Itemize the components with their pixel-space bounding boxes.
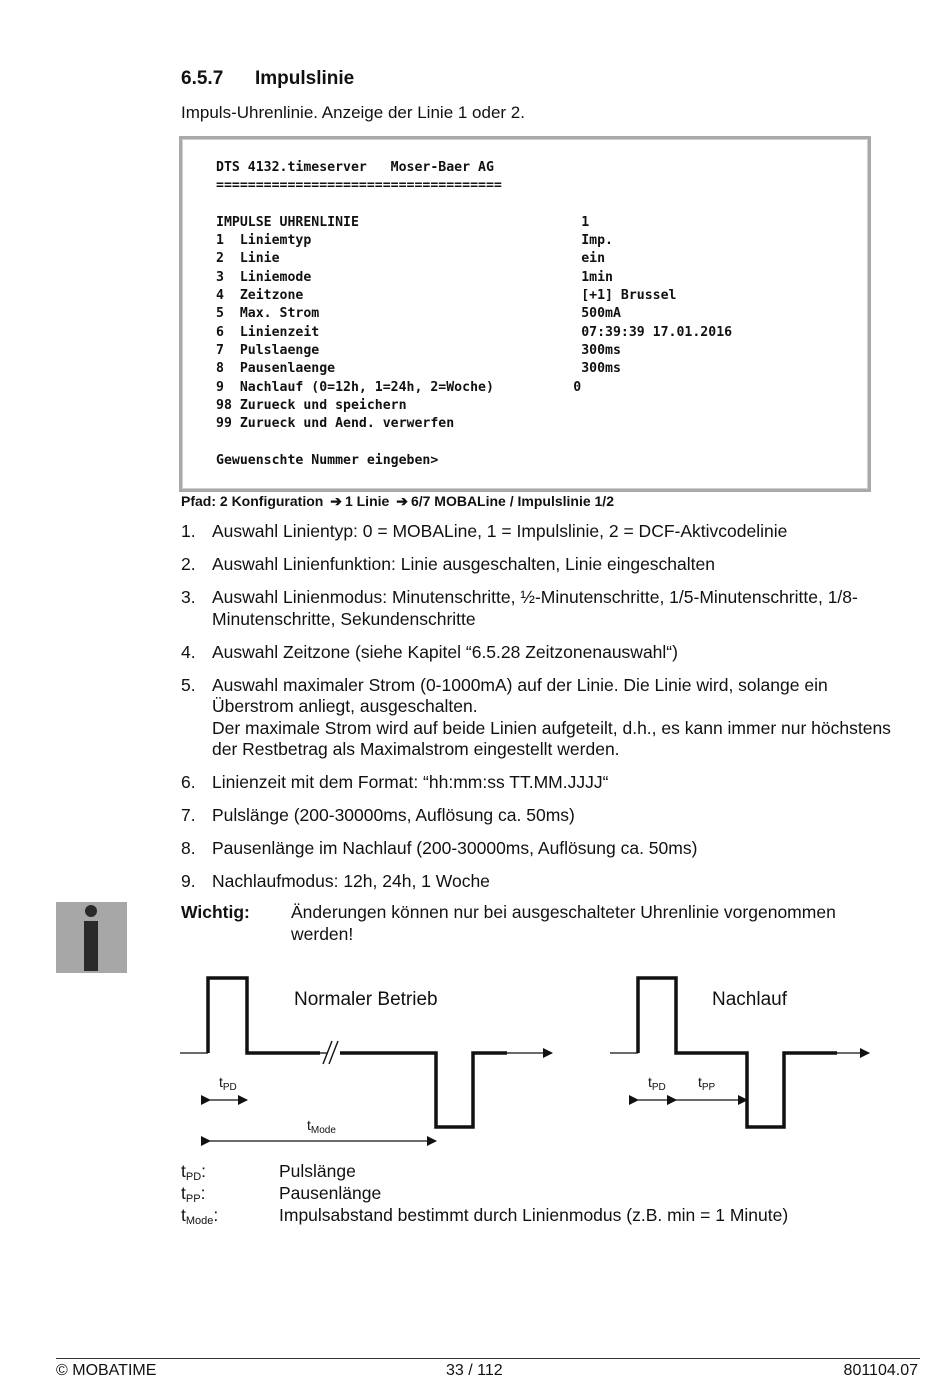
legend-row: $t_{Mode}$: Impulsabstand bestimmt durch Linienmodus (z.B. min = 1 Minute) xyxy=(181,1205,789,1227)
normal-waveform xyxy=(180,978,552,1141)
list-item: 2. Auswahl Linienfunktion: Linie ausgeschalten, Linie eingeschalten xyxy=(181,554,715,574)
timing-diagram xyxy=(170,965,880,1155)
section-title: Impulslinie xyxy=(255,68,355,89)
section-intro: Impuls-Uhrenlinie. Anzeige der Linie 1 oder 2. xyxy=(181,103,525,122)
list-item: 1. Auswahl Linientyp: 0 = MOBALine, 1 = Impulslinie, 2 = DCF-Aktivcodelinie xyxy=(181,521,788,541)
tpd-label: $t_{PD}$ xyxy=(219,1074,237,1093)
section-heading xyxy=(181,68,354,90)
arrow-right-icon: ➔ xyxy=(330,493,342,509)
legend xyxy=(181,1160,881,1226)
footer-page-number: 33 / 112 xyxy=(446,1362,503,1379)
nachlauf-label: Nachlauf xyxy=(712,989,787,1010)
list-item: 4. Auswahl Zeitzone (siehe Kapitel “6.5.28 Zeitzonenauswahl“) xyxy=(181,641,678,662)
footer-doc-number: 801104.07 xyxy=(843,1362,918,1379)
section-number: 6.5.7 xyxy=(181,68,224,89)
footer-copyright: © MOBATIME xyxy=(56,1362,157,1379)
nachlauf-waveform xyxy=(610,978,869,1127)
list-item: 3. Auswahl Linienmodus: Minutenschritte, ½-Minutenschritte, 1/5-Minutenschritte, 1/8-Minutenschritte, Sekundenschritte xyxy=(181,587,858,629)
important-text: Änderungen können nur bei ausgeschalteter Uhrenlinie vorgenommen werden! xyxy=(291,902,836,944)
legend-row: $t_{PD}$: Pulslänge xyxy=(181,1161,356,1183)
path-prefix: Pfad: 2 Konfiguration xyxy=(181,493,324,509)
list-item: 6. Linienzeit mit dem Format: “hh:mm:ss TT.MM.JJJJ“ xyxy=(181,772,609,792)
list-item: 8. Pausenlänge im Nachlauf (200-30000ms, Auflösung ca. 50ms) xyxy=(181,838,698,858)
footer-divider xyxy=(56,1358,920,1359)
list-item: 9. Nachlaufmodus: 12h, 24h, 1 Woche xyxy=(181,871,490,891)
path-step1: 1 Linie xyxy=(344,493,390,509)
numbered-list xyxy=(181,521,901,904)
normal-label: Normaler Betrieb xyxy=(294,989,438,1010)
legend-row: $t_{PP}$: Pausenlänge xyxy=(181,1183,382,1205)
list-item: 5. Auswahl maximaler Strom (0-1000mA) auf der Linie. Die Linie wird, solange ein Überstrom anliegt, ausgeschalten. Der maximale Strom wird auf beide Linien aufgeteilt, d.h., es kann immer nur höchstens der Restbetrag als Maximalstrom eingestellt werden. xyxy=(181,674,891,759)
terminal-screenshot xyxy=(179,136,871,492)
path-step2: 6/7 MOBALine / Impulslinie 1/2 xyxy=(410,493,614,509)
tpp-label: $t_{PP}$ xyxy=(698,1074,716,1093)
list-item: 7. Pulslänge (200-30000ms, Auflösung ca. 50ms) xyxy=(181,805,575,825)
menu-path xyxy=(181,493,614,510)
arrow-right-icon: ➔ xyxy=(396,493,408,509)
info-icon xyxy=(56,902,127,973)
tmode-label: $t_{Mode}$ xyxy=(307,1117,336,1136)
tpd-label-2: $t_{PD}$ xyxy=(648,1074,666,1093)
terminal-text: DTS 4132.timeserver Moser-Baer AG ==================================== IMPULSE UHRENLINIE 1 1 Liniemtyp Imp. 2 Linie ein 3 Liniemode 1min 4 Zeitzone [+1] Brussel 5 Max. Strom 500mA 6 Linienzeit 07:39:39 17.01.2016 7 Pulslaenge 300ms 8 Pausenlaenge 300ms 9 Nachlauf (0=12h, 1=24h, 2=Woche) 0 98 Zurueck und speichern 99 Zurueck und Aend. verwerfen Gewuenschte Nummer eingeben> xyxy=(216,160,733,468)
important-label: Wichtig: xyxy=(181,902,250,922)
